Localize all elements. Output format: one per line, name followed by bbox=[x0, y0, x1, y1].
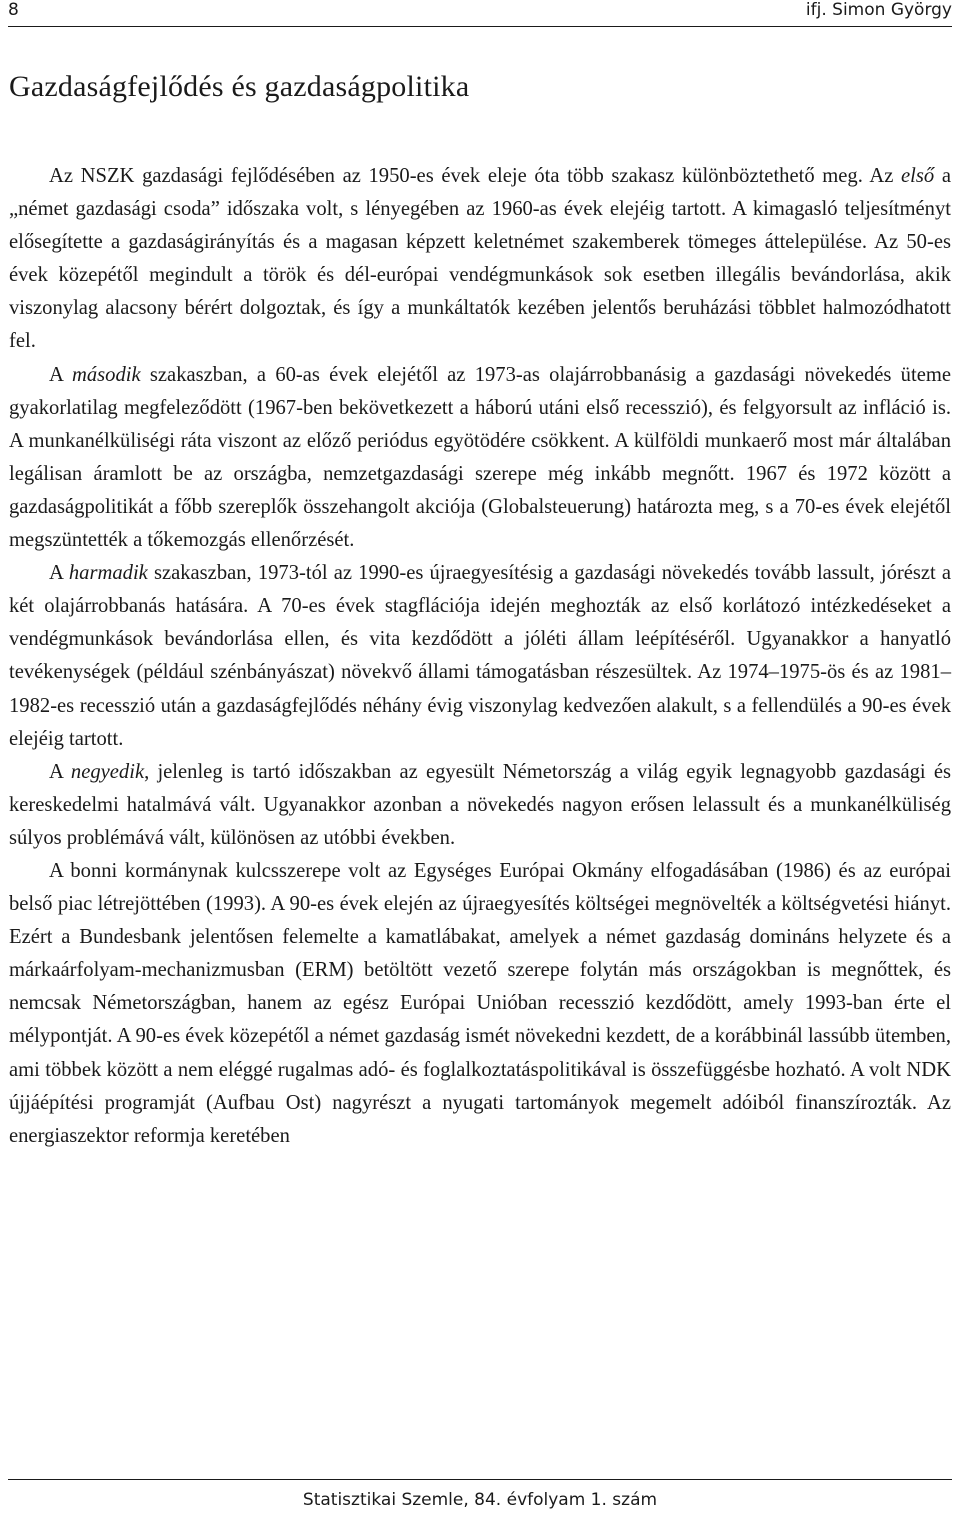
paragraph-text: szakaszban, 1973-tól az 1990-es újraegyesítésig a gazdasági növekedés tovább lassult, jórészt a két olajárrobbanás hatására. A 70-es évek stagflációja idején meghozták az első korlátozó intézkedéseket a vendégmunkások bevándorlása ellen, és vita kezdődött a jóléti állam leépítéséről. Ugyanakkor a hanyatló tevékenységek (például szénbányászat) növekvő állami támogatásban részesültek. Az 1974–1975-ös és az 1981–1982-es recesszió után a gazdaságfejlődés néhány évig viszonylag kedvezően alakult, s a fellendülés a 90-es évek elejéig tartott. bbox=[9, 562, 952, 750]
emphasis: második bbox=[72, 363, 141, 386]
paragraph-text: , jelenleg is tartó időszakban az egyesült Németország a világ egyik legnagyobb gazdasági és kereskedelmi hatalmává vált. Ugyanakkor azonban a növekedés nagyon erősen lelassult és a munkanélküliség súlyos problémává vált, különösen az utóbbi években. bbox=[9, 760, 951, 849]
paragraph-1 bbox=[9, 160, 951, 359]
paragraph-4 bbox=[9, 756, 951, 855]
paragraph-text: Az NSZK gazdasági fejlődésében az 1950-es évek eleje óta több szakasz különböztethető meg. Az bbox=[49, 165, 902, 187]
running-footer bbox=[8, 1479, 952, 1510]
paragraph-text: A bonni kormánynak kulcsszerepe volt az Egységes Európai Okmány elfogadásában (1986) és az európai belső piac létrejöttében (1993). A 90-es évek elején az újraegyesítés költségei megnövelték a költségvetési hiányt. Ezért a Bundesbank jelentősen felemelte a kamatlábakat, amelyek a német gazdaság domináns helyzete és a márkaárfolyam-mechanizmusban (ERM) betöltött vezető szerepe folytán más országokban is megnőttek, és nemcsak Németországban, hanem az egész Európai Unióban recesszió kezdődött, amely 1993-ban érte el mélypontját. A 90-es évek közepétől a német gazdaság ismét növekedni kezdett, de a korábbinál lassúbb ütemben, ami többek között a nem eléggé rugalmas adó- és foglalkoztatáspolitikával is összefüggésbe hozható. A volt NDK újjáépítési programját (Aufbau Ost) nagyrészt a nyugati tartományok megemelt adóiból finanszírozták. Az energiaszektor reformja keretében bbox=[9, 859, 951, 1147]
paragraph-2 bbox=[9, 359, 951, 558]
emphasis: negyedik bbox=[70, 760, 145, 783]
article-section-title: Gazdaságfejlődés és gazdaságpolitika bbox=[9, 70, 470, 103]
emphasis: harmadik bbox=[68, 562, 148, 585]
paragraph-text: a „német gazdasági csoda” időszaka volt, s lényegében az 1960-as évek elejéig tartott. A kimagasló teljesítményt elősegítette a gazdaságirányítás és a magasan képzett keletnémet szakemberek tömeges áttelepülése. Az 50-es évek közepétől megindult a török és dél-európai vendégmunkások sok esetben illegális bevándorlása, akik viszonylag alacsony bérért dolgoztak, és így a munkáltatók kezében jelentős beruházási többlet halmozódhatott fel. bbox=[9, 165, 951, 353]
paragraph-text: szakaszban, a 60-as évek elejétől az 1973-as olajárrobbanásig a gazdasági növekedés üteme gyakorlatilag megfeleződött (1967-ben bekövetkezett a háború utáni első recesszió), és felgyorsult az infláció is. A munkanélküliségi ráta viszont az előző periódus egyötödére csökkent. A külföldi munkaerő most már általában legálisan áramlott be az országba, nemzetgazdasági szerepe még inkább megnőtt. 1967 és 1972 között a gazdaságpolitikát a főbb szereplők összehangolt akciója (Globalsteuerung) határozta meg, s a 70-es évek elejétől megszüntették a tőkemozgás ellenőrzését. bbox=[9, 363, 951, 552]
paragraph-text: A bbox=[49, 760, 71, 783]
running-header-author: ifj. Simon György bbox=[805, 0, 952, 20]
paragraph-text: A bbox=[49, 562, 69, 585]
emphasis: első bbox=[901, 165, 935, 187]
paragraph-3 bbox=[9, 557, 951, 756]
paragraph-text: A bbox=[49, 363, 72, 386]
page-number: 8 bbox=[8, 0, 19, 20]
body-text bbox=[9, 160, 951, 1153]
running-header bbox=[8, 0, 952, 27]
paragraph-5 bbox=[9, 855, 951, 1153]
journal-citation: Statisztikai Szemle, 84. évfolyam 1. szám bbox=[302, 1490, 658, 1510]
